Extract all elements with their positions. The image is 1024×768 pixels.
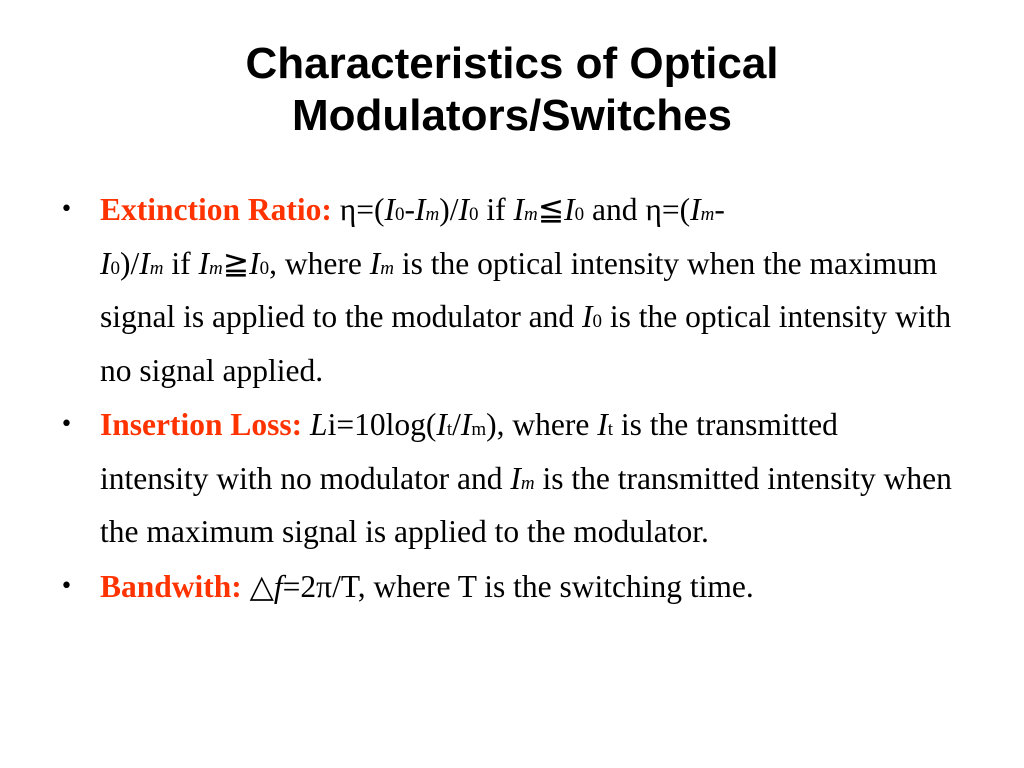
var-I: I: [597, 407, 608, 442]
definition-text: is the transmitted intensity when the maximum signal is applied to the modulator.: [100, 460, 952, 549]
subscript-m: m: [380, 257, 394, 279]
term-extinction-ratio: Extinction Ratio:: [100, 192, 332, 227]
formula-text: , where: [269, 245, 370, 281]
title-line-2: Modulators/Switches: [291, 91, 733, 140]
var-I: I: [100, 245, 111, 281]
subscript-0: 0: [259, 257, 270, 279]
subscript-t: t: [446, 419, 453, 440]
subscript-m: m: [471, 419, 487, 440]
definition-text: is the optical intensity when the maximum signal is applied to the modulator and: [100, 245, 938, 334]
var-I: I: [198, 245, 209, 281]
formula-text: if: [478, 192, 514, 227]
slide-title: [0, 38, 1024, 142]
formula-text: /: [452, 407, 461, 442]
bullet-extinction-ratio: [52, 186, 952, 395]
var-I: I: [564, 192, 575, 227]
subscript-m: m: [149, 257, 164, 279]
formula-text: =2π/T, where T is the switching time.: [282, 568, 754, 604]
subscript-m: m: [700, 204, 715, 225]
formula-eta: η: [339, 192, 357, 227]
formula-text: i: [327, 407, 337, 442]
var-I: I: [513, 192, 524, 227]
var-I: I: [139, 245, 150, 281]
bullet-insertion-loss: [52, 401, 952, 557]
subscript-0: 0: [110, 257, 120, 279]
var-I: I: [582, 299, 593, 334]
var-I: I: [690, 192, 701, 227]
formula-text: ): [120, 245, 131, 281]
formula-text: and: [584, 192, 646, 227]
subscript-m: m: [425, 204, 440, 225]
formula-text: =(: [356, 192, 385, 227]
formula-text: if: [163, 245, 199, 281]
var-L: L: [310, 407, 328, 442]
var-I: I: [458, 192, 469, 227]
subscript-t: t: [607, 419, 614, 440]
bullet-list: [52, 186, 952, 617]
geq-symbol: ≧: [222, 245, 250, 281]
formula-text: /: [130, 245, 140, 281]
subscript-0: 0: [468, 204, 479, 225]
var-I: I: [384, 192, 395, 227]
subscript-0: 0: [395, 204, 405, 225]
bullet-icon: •: [60, 573, 73, 599]
bullet-icon: •: [60, 197, 73, 222]
var-I: I: [436, 407, 447, 442]
subscript-m: m: [209, 257, 223, 279]
title-line-1: Characteristics of Optical: [245, 39, 779, 88]
var-I: I: [510, 460, 521, 496]
triangle-icon: △: [249, 568, 274, 604]
formula-text: )/: [439, 192, 459, 227]
definition-text: is the transmitted intensity with no modulator and: [100, 407, 838, 496]
formula-text: -: [404, 192, 415, 227]
formula-text: =10log(: [336, 407, 437, 442]
formula-text: ), where: [486, 407, 598, 442]
bullet-bandwidth: [52, 563, 952, 612]
definition-text: is the optical intensity with no signal applied.: [100, 299, 952, 388]
var-I: I: [460, 407, 472, 442]
leq-symbol: ≦: [537, 192, 565, 227]
var-I: I: [369, 245, 381, 281]
formula-eta: η: [645, 192, 662, 227]
var-f: f: [273, 568, 283, 604]
formula-text: -: [714, 192, 725, 227]
formula-text: =(: [661, 192, 691, 227]
bullet-icon: •: [60, 412, 73, 437]
subscript-m: m: [523, 204, 538, 225]
var-I: I: [249, 245, 260, 281]
subscript-0: 0: [592, 311, 603, 332]
term-insertion-loss: Insertion Loss:: [100, 407, 303, 442]
subscript-m: m: [520, 472, 535, 494]
subscript-0: 0: [574, 204, 585, 225]
term-bandwidth: Bandwith:: [100, 568, 242, 604]
var-I: I: [415, 192, 426, 227]
